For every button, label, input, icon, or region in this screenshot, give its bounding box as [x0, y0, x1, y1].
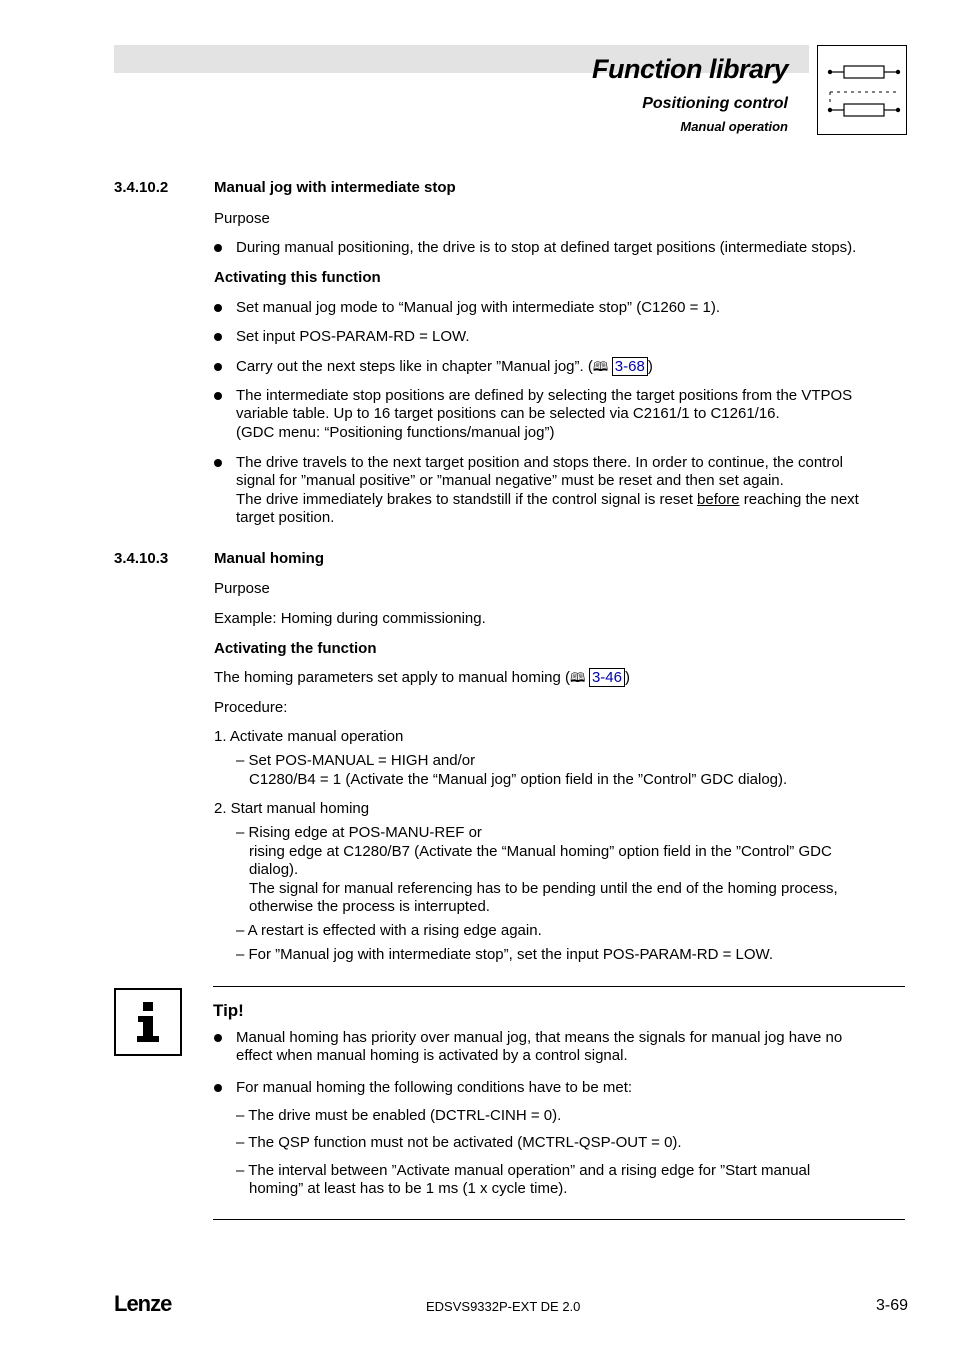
- bullet-icon: [214, 392, 222, 400]
- step-detail: – For ”Manual jog with intermediate stop”, set the input POS-PARAM-RD = LOW.: [236, 946, 774, 963]
- bullet-icon: [214, 1034, 222, 1042]
- bullet-icon: [214, 459, 222, 467]
- section-number: 3.4.10.2: [114, 179, 169, 196]
- section-heading: Manual jog with intermediate stop: [214, 179, 456, 196]
- text-span: ): [625, 669, 630, 686]
- bullet-icon: [214, 1084, 222, 1092]
- procedure-label: Procedure:: [214, 699, 288, 716]
- tip-condition: – The interval between ”Activate manual operation” and a rising edge for ”Start manual: [236, 1162, 811, 1179]
- list-item: [236, 358, 653, 377]
- subsection-heading: Activating the function: [214, 640, 377, 657]
- list-item-line: [236, 491, 859, 510]
- tip-item-line: Manual homing has priority over manual jog, that means the signals for manual jog have no: [236, 1029, 843, 1046]
- step-detail: dialog).: [249, 861, 299, 878]
- page-reference-link[interactable]: 3-68: [612, 357, 648, 376]
- emphasis-underline: before: [697, 491, 740, 508]
- info-icon: [114, 988, 182, 1056]
- section-number: 3.4.10.3: [114, 550, 169, 567]
- tip-item-line: effect when manual homing is activated by a control signal.: [236, 1047, 628, 1064]
- step-item: 2. Start manual homing: [214, 800, 370, 817]
- section-heading: Manual homing: [214, 550, 324, 567]
- purpose-label: Purpose: [214, 580, 270, 597]
- text-span: The drive immediately brakes to standstill if the control signal is reset: [236, 491, 698, 508]
- step-detail: rising edge at C1280/B7 (Activate the “Manual homing” option field in the ”Control” GDC: [249, 843, 832, 860]
- step-detail: otherwise the process is interrupted.: [249, 898, 490, 915]
- book-icon: 🕮: [570, 670, 589, 685]
- list-item-line: variable table. Up to 16 target positions can be selected via C2161/1 to C1261/16.: [236, 405, 780, 422]
- brand-logo: Lenze: [114, 1291, 172, 1316]
- list-item-line: The drive travels to the next target position and stops there. In order to continue, the control: [236, 454, 844, 471]
- list-item: Set input POS-PARAM-RD = LOW.: [236, 328, 470, 345]
- divider: [213, 1219, 905, 1220]
- tip-condition: – The QSP function must not be activated (MCTRL-QSP-OUT = 0).: [236, 1134, 682, 1151]
- page-number: 3-69: [875, 1297, 908, 1314]
- list-item-line: (GDC menu: “Positioning functions/manual jog”): [236, 424, 555, 441]
- purpose-label: Purpose: [214, 210, 270, 227]
- tip-item: For manual homing the following conditions have to be met:: [236, 1079, 633, 1096]
- step-item: 1. Activate manual operation: [214, 728, 404, 745]
- list-item-text: Carry out the next steps like in chapter ”Manual jog”. (: [236, 358, 593, 375]
- step-detail: – Set POS-MANUAL = HIGH and/or: [236, 752, 476, 769]
- paragraph: [214, 669, 630, 688]
- list-item: Set manual jog mode to “Manual jog with intermediate stop” (C1260 = 1).: [236, 299, 721, 316]
- page-reference-link[interactable]: 3-46: [589, 668, 625, 687]
- list-item-line: The intermediate stop positions are defined by selecting the target positions from the VTPOS: [236, 387, 853, 404]
- bullet-icon: [214, 244, 222, 252]
- function-block-icon: [817, 45, 907, 135]
- example-text: Example: Homing during commissioning.: [214, 610, 486, 627]
- book-icon: 🕮: [592, 359, 612, 374]
- bullet-icon: [214, 333, 222, 341]
- purpose-text: During manual positioning, the drive is to stop at defined target positions (intermediate stops).: [236, 239, 857, 256]
- divider: [213, 986, 905, 987]
- bullet-icon: [214, 363, 222, 371]
- list-item-line: signal for ”manual positive” or ”manual negative” must be reset and then set again.: [236, 472, 784, 489]
- step-detail: – A restart is effected with a rising edge again.: [236, 922, 542, 939]
- page-subsubtitle: Manual operation: [680, 119, 788, 134]
- text-span: reaching the next: [739, 491, 859, 508]
- page-subtitle: Positioning control: [642, 95, 788, 112]
- subsection-heading: Activating this function: [214, 269, 381, 286]
- step-detail: C1280/B4 = 1 (Activate the “Manual jog” option field in the ”Control” GDC dialog).: [249, 771, 788, 788]
- list-item-line: target position.: [236, 509, 335, 526]
- bullet-icon: [214, 304, 222, 312]
- tip-condition: – The drive must be enabled (DCTRL-CINH = 0).: [236, 1107, 562, 1124]
- document-id: EDSVS9332P-EXT DE 2.0: [426, 1299, 581, 1314]
- tip-heading: Tip!: [213, 1001, 244, 1020]
- step-detail: – Rising edge at POS-MANU-REF or: [236, 824, 482, 841]
- step-detail: The signal for manual referencing has to be pending until the end of the homing process,: [249, 880, 838, 897]
- text-span: The homing parameters set apply to manual homing (: [214, 669, 571, 686]
- tip-condition: homing” at least has to be 1 ms (1 x cycle time).: [249, 1180, 568, 1197]
- page-title: Function library: [591, 54, 788, 84]
- list-item-text-end: ): [647, 358, 653, 375]
